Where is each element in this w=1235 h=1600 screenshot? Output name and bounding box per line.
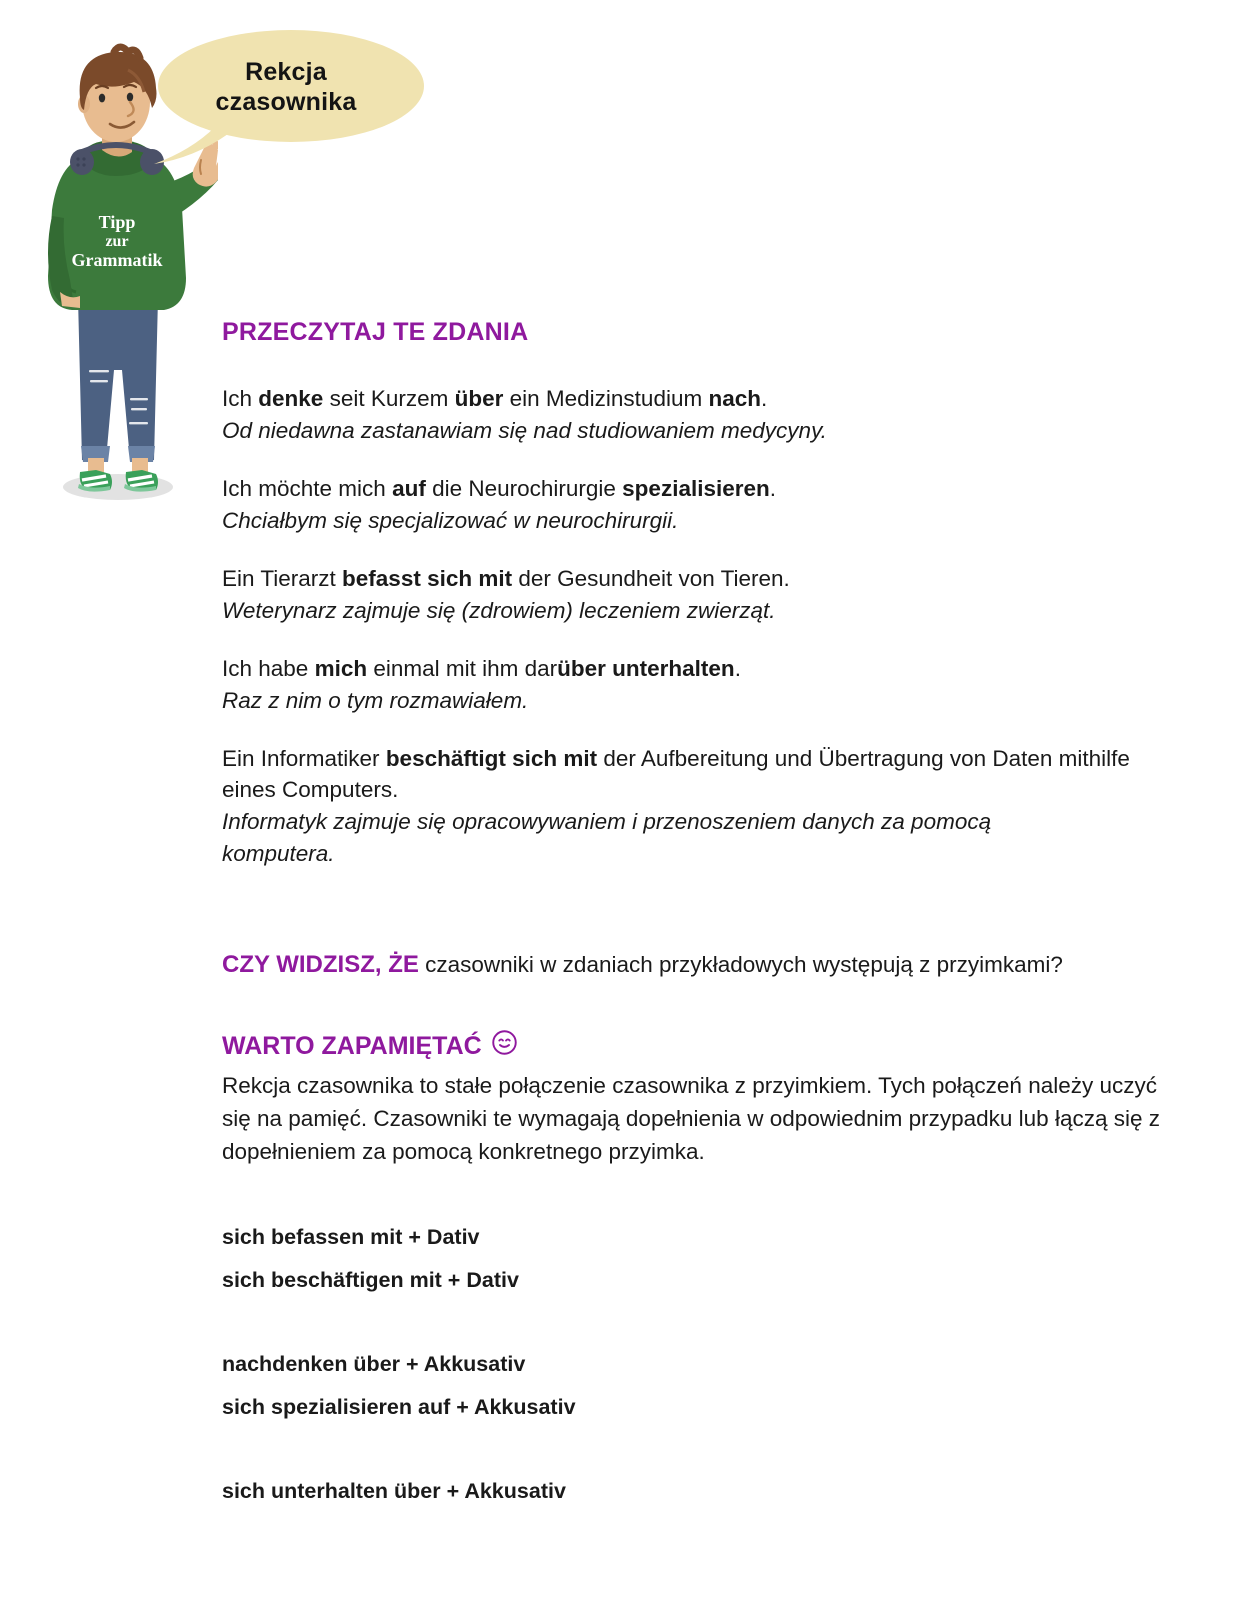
svg-text:Grammatik: Grammatik [71,250,163,270]
text-run: der Gesundheit von Tieren. [512,565,790,591]
text-run-bold: denke [258,386,324,411]
headphone-cup-left [70,149,94,175]
text-run: . [769,475,777,501]
verb-pattern-item: sich beschäftigen mit + Dativ [222,1267,519,1292]
example-german [222,563,1142,595]
text-run: der Aufbereitung und Übertragung von Daten mithilfe eines Computers. [222,745,1130,803]
verb-pattern-item: nachdenken über + Akkusativ [222,1352,526,1377]
text-run: Ich habe [222,655,315,681]
sneaker-left [78,470,112,492]
text-run-bold: beschäftigt sich mit [385,745,598,771]
example-item [222,743,1152,871]
example-german [222,473,1142,505]
text-run-bold: über [454,386,504,411]
page-title-przeczytaj: PRZECZYTAJ TE ZDANIA [222,318,529,346]
text-run: einmal mit ihm dar [367,655,558,681]
svg-text:Tipp: Tipp [98,212,136,232]
text-run: ein Medizinstudium [503,386,709,411]
text-run: seit Kurzem [323,386,455,411]
text-run-bold: über unterhalten [557,655,735,681]
text-run-bold: spezialisieren [622,475,770,501]
notice-rest: czasowniki w zdaniach przykładowych występują z przyimkami? [418,952,1063,978]
verb-pattern-item: sich unterhalten über + Akkusativ [222,1479,566,1504]
remember-paragraph: Rekcja czasownika to stałe połączenie czasownika z przyimkiem. Tych połączeń należy uczyć się na pamięć. Czasowniki te wymagają dopełnienia w odpowiednim przypadku lub łączą się z dopełnieniem za pomocą konkretnego przyimka. [222,1073,1160,1165]
eye-left [99,94,105,103]
verb-pattern-item: sich befassen mit + Dativ [222,1225,480,1250]
text-run: Ich möchte mich [222,475,393,501]
notice-lead: CZY WIDZISZ, ŻE [222,951,419,979]
speech-bubble-line-1: Rekcja [245,58,327,86]
text-run: . [760,386,768,411]
text-run: . [734,655,741,681]
example-german [222,653,1142,685]
text-run: Ein Tierarzt [222,565,343,591]
example-item [222,383,1142,447]
text-run: Ein Informatiker [222,745,386,771]
example-polish: Chciałbym się specjalizować w neurochirurgii. [222,507,679,533]
example-polish: Informatyk zajmuje się opracowywaniem i przenoszeniem danych za pomocą komputera. [222,809,992,867]
verb-pattern-item: sich spezialisieren auf + Akkusativ [222,1394,576,1419]
example-polish: Weterynarz zajmuje się (zdrowiem) leczeniem zwierząt. [222,597,776,623]
sneaker-right [124,470,158,492]
example-polish: Raz z nim o tym rozmawiałem. [222,687,529,713]
verb-pattern-list [222,1226,1182,1503]
example-item [222,653,1142,717]
example-item [222,473,1142,537]
svg-text:zur: zur [105,233,129,250]
text-run-bold: mich [314,655,368,681]
text-run-bold: auf [392,475,426,501]
example-german [222,383,1142,415]
eye-right [127,93,133,102]
example-sentence-list [222,383,1182,870]
heading-warto-zapamietac-label: WARTO ZAPAMIĘTAĆ [222,1031,482,1060]
example-item [222,563,1142,627]
content-column [222,0,1182,1523]
speech-bubble-line-2: czasownika [215,87,357,116]
smiling-face-icon [491,1029,518,1063]
example-german [222,743,1152,807]
text-run: Ich [222,386,259,411]
example-polish: Od niedawna zastanawiam się nad studiowaniem medycyny. [222,417,827,443]
text-run-bold: nach [708,386,761,411]
jeans [78,298,158,460]
text-run-bold: befasst sich mit [342,565,513,591]
text-run: die Neurochirurgie [425,475,623,501]
heading-warto-zapamietac [222,1029,1182,1063]
notice-czy-widzisz [222,948,1072,983]
